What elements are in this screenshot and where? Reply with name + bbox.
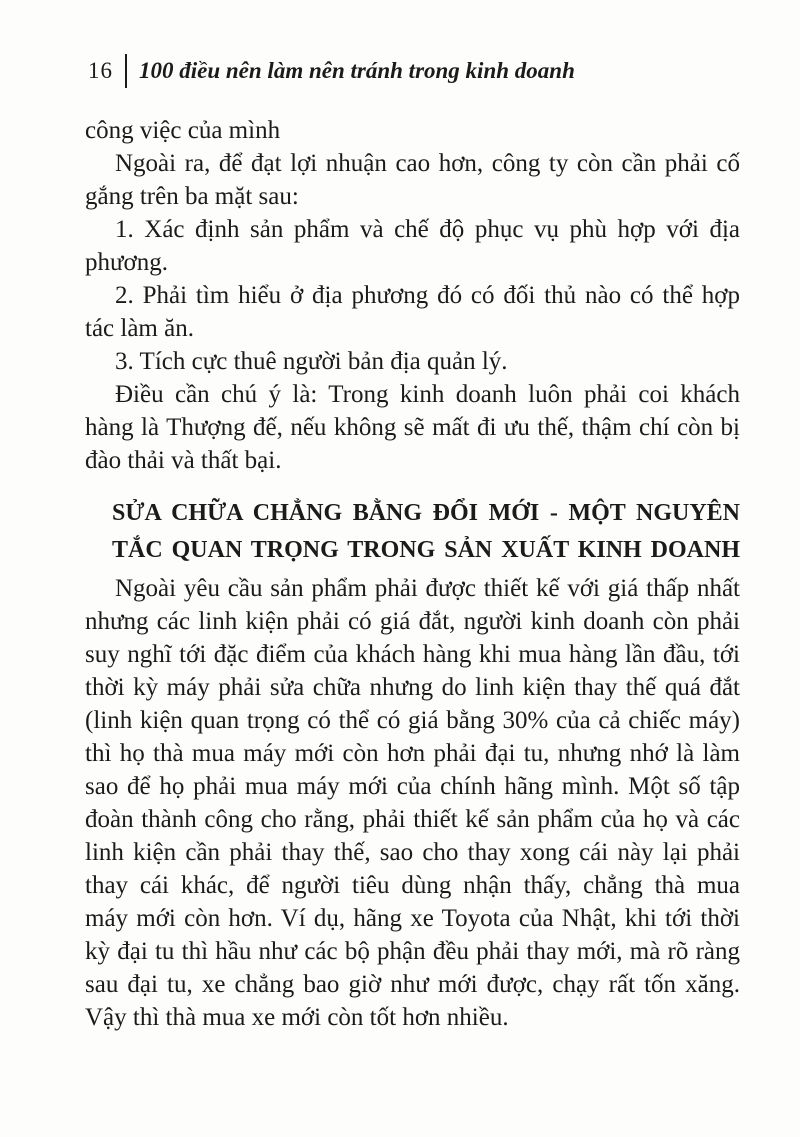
text-line: sao để họ phải mua máy mới của chính hãng mình. Một số tập (85, 773, 740, 800)
text-line: thời kỳ máy phải sửa chữa nhưng do linh kiện thay thế quá đắt (85, 674, 740, 701)
text-line: 3. Tích cực thuê người bản địa quản lý. (115, 348, 508, 375)
paragraph (85, 213, 740, 279)
text-line: linh kiện cần phải thay thế, sao cho thay xong cái này lại phải (85, 839, 740, 866)
section-heading (112, 495, 740, 569)
text-line: đào thải và thất bại. (85, 447, 282, 474)
text-line: tác làm ăn. (85, 315, 194, 342)
text-line: nhưng các linh kiện phải có giá đắt, người kinh doanh còn phải (85, 608, 740, 635)
paragraph (85, 114, 740, 147)
text-line: gắng trên ba mặt sau: (85, 183, 299, 210)
paragraph (85, 378, 740, 477)
heading-line: TẮC QUAN TRỌNG TRONG SẢN XUẤT KINH DOANH (112, 537, 740, 563)
running-title: 100 điều nên làm nên tránh trong kinh doanh (139, 58, 575, 83)
text-line: (linh kiện quan trọng có thể có giá bằng 30% của cả chiếc máy) (85, 707, 740, 734)
text-line: Điều cần chú ý là: Trong kinh doanh luôn phải coi khách (115, 381, 740, 408)
paragraph (85, 572, 740, 1034)
page-body (85, 114, 740, 1034)
text-line: 1. Xác định sản phẩm và chế độ phục vụ phù hợp với địa (115, 216, 740, 243)
paragraph (85, 345, 740, 378)
text-line: suy nghĩ tới đặc điểm của khách hàng khi mua hàng lần đầu, tới (85, 641, 740, 668)
paragraph (85, 279, 740, 345)
header-divider (125, 54, 127, 88)
heading-line: SỬA CHỮA CHẲNG BẰNG ĐỔI MỚI - MỘT NGUYÊN (112, 500, 740, 526)
text-line: thì họ thà mua máy mới còn hơn phải đại tu, nhưng nhớ là làm (85, 740, 740, 767)
text-line: Ngoài yêu cầu sản phẩm phải được thiết kế với giá thấp nhất (115, 575, 740, 602)
text-line: thay cái khác, để người tiêu dùng nhận thấy, chẳng thà mua (85, 872, 740, 899)
page-header (88, 54, 740, 88)
text-line: sau đại tu, xe chẳng bao giờ như mới được, chạy rất tốn xăng. (85, 971, 740, 998)
text-line: Vậy thì thà mua xe mới còn tốt hơn nhiều. (85, 1004, 509, 1031)
text-line: hàng là Thượng đế, nếu không sẽ mất đi ưu thế, thậm chí còn bị (85, 414, 740, 441)
text-line: phương. (85, 249, 169, 276)
text-line: công việc của mình (85, 117, 281, 144)
text-line: 2. Phải tìm hiểu ở địa phương đó có đối thủ nào có thể hợp (115, 282, 740, 309)
page-number: 16 (88, 58, 113, 83)
paragraph (85, 147, 740, 213)
text-line: Ngoài ra, để đạt lợi nhuận cao hơn, công ty còn cần phải cố (115, 150, 740, 177)
text-line: kỳ đại tu thì hầu như các bộ phận đều phải thay mới, mà rõ ràng (85, 938, 740, 965)
text-line: máy mới còn hơn. Ví dụ, hãng xe Toyota của Nhật, khi tới thời (85, 905, 740, 932)
text-line: đoàn thành công cho rằng, phải thiết kế sản phẩm của họ và các (85, 806, 740, 833)
